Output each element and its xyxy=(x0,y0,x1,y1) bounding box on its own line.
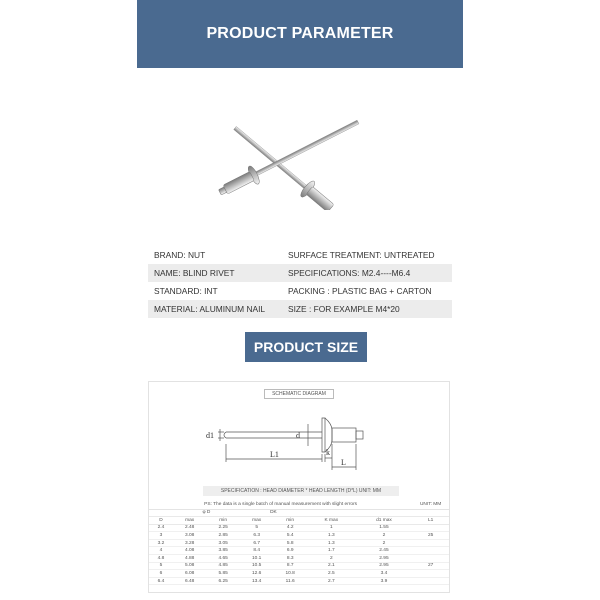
product-size-badge xyxy=(245,332,367,362)
table-cell: 5 xyxy=(149,562,173,570)
table-cell: 5.08 xyxy=(173,562,207,570)
table-cell: 6.4 xyxy=(149,577,173,585)
table-cell: 2 xyxy=(356,539,413,547)
table-cell xyxy=(412,555,449,563)
table-row xyxy=(149,577,449,585)
param-brand: BRAND: NUT xyxy=(154,250,206,260)
header-d1 xyxy=(356,517,413,525)
table-cell: 6.08 xyxy=(173,570,207,578)
table-cell: 4.08 xyxy=(173,547,207,555)
table-cell: 12.6 xyxy=(240,570,274,578)
header-dk-max: max xyxy=(240,517,274,525)
table-cell: 1 xyxy=(307,524,356,532)
table-cell: 3 xyxy=(149,532,173,540)
table-cell: 5.8 xyxy=(273,539,307,547)
param-specifications: SPECIFICATIONS: M2.4----M6.4 xyxy=(288,268,411,278)
table-cell: 3.85 xyxy=(206,547,240,555)
param-row xyxy=(148,246,452,264)
table-cell: 2.95 xyxy=(356,555,413,563)
table-cell: 4.88 xyxy=(173,555,207,563)
table-cell: 3.2 xyxy=(149,539,173,547)
table-row xyxy=(149,562,449,570)
table-cell: 2.7 xyxy=(307,577,356,585)
header-k-max: max xyxy=(329,517,339,523)
param-row xyxy=(148,300,452,318)
table-note-row xyxy=(149,500,449,509)
table-cell: 2.5 xyxy=(307,570,356,578)
table-cell: 6.7 xyxy=(240,539,274,547)
param-packing: PACKING : PLASTIC BAG + CARTON xyxy=(288,286,432,296)
table-subheader-row xyxy=(149,517,449,525)
table-cell: 3.08 xyxy=(173,532,207,540)
table-cell: 6 xyxy=(149,570,173,578)
dim-k-label: k xyxy=(326,448,330,457)
table-cell: 2.4 xyxy=(149,524,173,532)
param-row xyxy=(148,282,452,300)
table-cell: 1.7 xyxy=(307,547,356,555)
table-row xyxy=(149,547,449,555)
header-dk-min: min xyxy=(273,517,307,525)
header-d: D xyxy=(149,517,173,525)
table-cell: 4.65 xyxy=(206,555,240,563)
table-cell: 10.8 xyxy=(273,570,307,578)
header-k-label: K xyxy=(324,517,328,523)
table-cell: 5 xyxy=(240,524,274,532)
table-cell: 6.25 xyxy=(206,577,240,585)
parameter-list xyxy=(148,246,452,318)
table-cell: 3.05 xyxy=(206,539,240,547)
param-name: NAME: BLIND RIVET xyxy=(154,268,235,278)
table-cell: 3.28 xyxy=(173,539,207,547)
dim-l1-label: L1 xyxy=(270,450,279,459)
table-row xyxy=(149,532,449,540)
table-cell: 8.3 xyxy=(273,555,307,563)
table-cell: 4.85 xyxy=(206,562,240,570)
table-row xyxy=(149,539,449,547)
table-cell xyxy=(412,570,449,578)
header-l1: L1 xyxy=(412,517,449,525)
param-size: SIZE : FOR EXAMPLE M4*20 xyxy=(288,304,400,314)
table-cell: 2.85 xyxy=(206,532,240,540)
product-image xyxy=(190,110,380,210)
table-header-row xyxy=(149,509,449,517)
table-cell xyxy=(412,539,449,547)
table-cell: 2 xyxy=(356,532,413,540)
table-cell: 1.55 xyxy=(356,524,413,532)
table-cell: 2.45 xyxy=(356,547,413,555)
table-cell: 25 xyxy=(412,532,449,540)
header-banner xyxy=(137,0,463,68)
param-standard: STANDARD: INT xyxy=(154,286,218,296)
table-cell: 2 xyxy=(307,555,356,563)
table-row xyxy=(149,524,449,532)
table-cell: 2.48 xyxy=(173,524,207,532)
table-cell: 6.3 xyxy=(240,532,274,540)
table-cell: 4 xyxy=(149,547,173,555)
table-cell xyxy=(412,524,449,532)
header-phi-d: φ D xyxy=(173,509,240,517)
specification-line: SPECIFICATION : HEAD DIAMETER * HEAD LENGTH (D*L) UNIT: MM xyxy=(203,486,399,496)
table-cell xyxy=(412,577,449,585)
table-cell: 2.25 xyxy=(206,524,240,532)
table-cell: 6.9 xyxy=(273,547,307,555)
param-surface: SURFACE TREATMENT: UNTREATED xyxy=(288,250,435,260)
table-cell: 3.9 xyxy=(356,577,413,585)
schematic-title: SCHEMATIC DIAGRAM xyxy=(264,389,334,399)
table-cell: 3.4 xyxy=(356,570,413,578)
table-cell: 10.5 xyxy=(240,562,274,570)
schematic-diagram xyxy=(204,404,394,474)
table-cell: 2.95 xyxy=(356,562,413,570)
table-cell: 4.8 xyxy=(149,555,173,563)
table-cell: 1.3 xyxy=(307,532,356,540)
table-row xyxy=(149,570,449,578)
table-cell: 10.1 xyxy=(240,555,274,563)
table-cell: 8.4 xyxy=(240,547,274,555)
header-d-min: min xyxy=(206,517,240,525)
param-material: MATERIAL: ALUMINUM NAIL xyxy=(154,304,266,314)
header-dk: DK xyxy=(240,509,307,517)
table-cell: 6.48 xyxy=(173,577,207,585)
param-row xyxy=(148,264,452,282)
size-table xyxy=(149,500,449,585)
header-d1-label: d1 xyxy=(376,517,382,523)
table-cell: 8.7 xyxy=(273,562,307,570)
table-cell xyxy=(412,547,449,555)
dim-d-label: d xyxy=(296,431,300,440)
table-cell: 27 xyxy=(412,562,449,570)
header-d-max: max xyxy=(173,517,207,525)
table-unit: UNIT: MM xyxy=(412,500,449,509)
table-cell: 5.4 xyxy=(273,532,307,540)
table-cell: 2.1 xyxy=(307,562,356,570)
table-body xyxy=(149,524,449,585)
product-size-title: PRODUCT SIZE xyxy=(253,339,359,355)
table-cell: 4.2 xyxy=(273,524,307,532)
size-sheet xyxy=(148,381,450,593)
page-title: PRODUCT PARAMETER xyxy=(206,25,394,42)
table-note: PS: The data is a single batch of manual measurement with slight errors xyxy=(149,500,412,509)
table-cell: 13.4 xyxy=(240,577,274,585)
header-d1-max: max xyxy=(382,517,392,523)
dim-l-label: L xyxy=(341,458,346,467)
header-k xyxy=(307,517,356,525)
table-cell: 1.3 xyxy=(307,539,356,547)
table-cell: 5.85 xyxy=(206,570,240,578)
table-cell: 11.6 xyxy=(273,577,307,585)
table-row xyxy=(149,555,449,563)
dim-d1-label: d1 xyxy=(206,431,214,440)
